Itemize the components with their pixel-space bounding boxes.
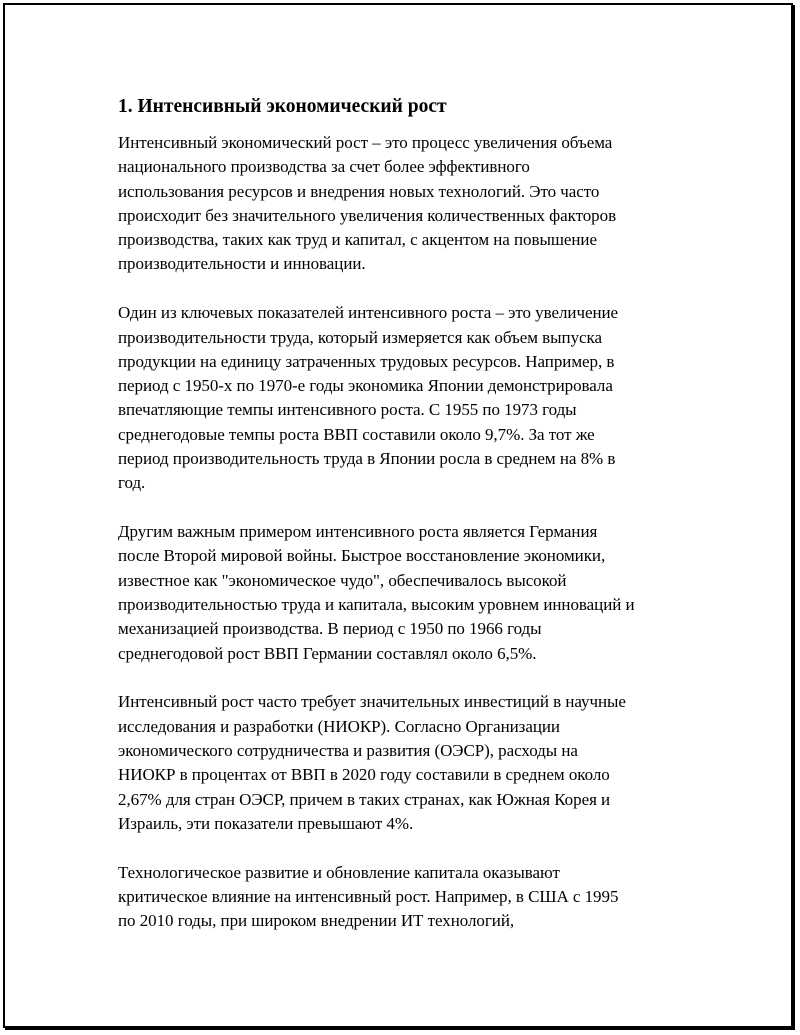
text-line: Один из ключевых показателей интенсивного роста – это увеличение	[118, 303, 619, 323]
text-line: экономического сотрудничества и развития (ОЭСР), расходы на	[118, 741, 578, 761]
text-line: период производительность труда в Японии росла в среднем на 8% в	[118, 449, 616, 469]
text-line: Интенсивный экономический рост – это процесс увеличения объема	[118, 133, 613, 152]
text-line: национального производства за счет более эффективного	[118, 157, 530, 177]
document-body	[118, 94, 693, 958]
paragraph-germany	[118, 520, 693, 666]
text-line: среднегодовые темпы роста ВВП составили около 9,7%. За тот же	[118, 424, 595, 444]
text-line: по 2010 годы, при широком внедрении ИТ технологий,	[118, 911, 515, 931]
text-line: производительности труда, который измеряется как объем выпуска	[118, 327, 602, 347]
text-line: использования ресурсов и внедрения новых технологий. Это часто	[118, 181, 600, 201]
text-line: известное как "экономическое чудо", обеспечивалось высокой	[118, 570, 567, 590]
text-line: происходит без значительного увеличения количественных факторов	[118, 205, 617, 225]
text-line: впечатляющие темпы интенсивного роста. С 1955 по 1973 годы	[118, 400, 577, 420]
text-line: среднегодовой рост ВВП Германии составлял около 6,5%.	[118, 643, 537, 663]
text-line: механизацией производства. В период с 1950 по 1966 годы	[118, 619, 542, 639]
text-line: критическое влияние на интенсивный рост. Например, в США с 1995	[118, 887, 619, 907]
text-line: период с 1950-х по 1970-е годы экономика Японии демонстрировала	[118, 376, 613, 396]
text-line: продукции на единицу затраченных трудовых ресурсов. Например, в	[118, 351, 615, 371]
section-heading: 1. Интенсивный экономический рост	[118, 96, 447, 117]
text-line: Интенсивный рост часто требует значительных инвестиций в научные	[118, 692, 626, 712]
text-line: исследования и разработки (НИОКР). Согласно Организации	[118, 716, 560, 736]
text-line: производительностью труда и капитала, высоким уровнем инноваций и	[118, 595, 635, 615]
text-line: НИОКР в процентах от ВВП в 2020 году составили в среднем около	[118, 765, 610, 785]
paragraph-rnd	[118, 690, 693, 836]
text-line: производства, таких как труд и капитал, с акцентом на повышение	[118, 230, 597, 250]
text-line: Технологическое развитие и обновление капитала оказывают	[118, 862, 560, 882]
paragraph-technology	[118, 861, 693, 934]
text-line: после Второй мировой войны. Быстрое восстановление экономики,	[118, 546, 606, 566]
paragraph-intro	[118, 131, 693, 277]
text-line: производительности и инновации.	[118, 254, 366, 274]
text-line: год.	[118, 473, 146, 493]
text-line: 2,67% для стран ОЭСР, причем в таких странах, как Южная Корея и	[118, 789, 611, 809]
text-line: Другим важным примером интенсивного роста является Германия	[118, 522, 598, 542]
paragraph-japan	[118, 301, 693, 495]
text-line: Израиль, эти показатели превышают 4%.	[118, 813, 414, 833]
